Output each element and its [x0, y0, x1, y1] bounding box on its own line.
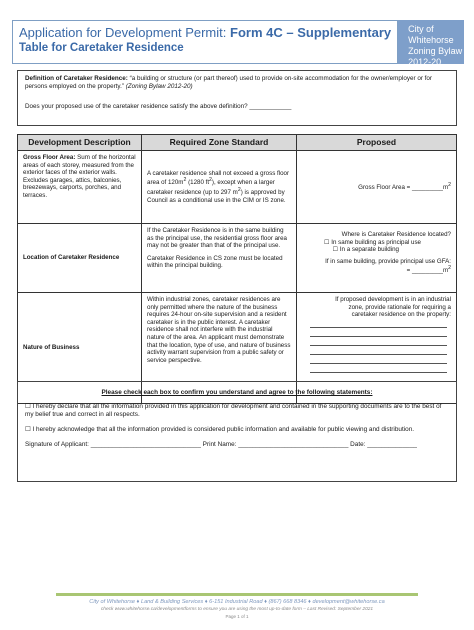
location-standard	[142, 224, 297, 293]
business-rationale-prompt: If proposed development is in an industrial zone, provide rationale for requiring a caretaker residence on the property:	[335, 296, 451, 319]
confirmation-box	[17, 381, 457, 482]
header-city-panel	[398, 20, 464, 67]
confirmation-title: Please check each box to confirm you understand and agree to the following statements:	[101, 389, 373, 396]
gfa-standard: A caretaker residence shall not exceed a gross floor area of $120m^2$ (1280 $ft^2$), except when a larger caretaker residence (up to 297 $m^2$) is approved by Council as a conditional use in the CIM or IS zone.	[142, 151, 297, 224]
rationale-line-6[interactable]	[310, 364, 447, 373]
footer-page-number: Page 1 of 1	[225, 614, 249, 619]
gfa-desc: Sum of the horizontal areas of each storey, measured from the exterior faces of the exterior walls. Excludes garages, attics, balconies, breezeways, carports, porches, and terraces.	[23, 154, 136, 199]
title-suffix: – Supplementary	[286, 25, 392, 40]
col-header-standard: Required Zone Standard	[142, 135, 297, 151]
table-row-gfa	[18, 151, 457, 224]
gfa-label: Gross Floor Area:	[23, 154, 76, 161]
location-standard-1: If the Caretaker Residence is in the same building as the principal use, the residential gross floor area may not be greater than that of the principal use.	[147, 227, 287, 250]
rationale-line-2[interactable]	[310, 328, 447, 337]
gfa-proposed-field[interactable]: Gross Floor Area = $\_\_\_\_\_\_\_\_\_m^2$	[297, 151, 457, 224]
business-standard: Within industrial zones, caretaker residences are only permitted where the nature of the business requires 24-hour on-site supervision and a resident caretaker is in the public interest. A caretaker residence shall not interfere with the industrial nature of the area. An applicant must demonstrate that the location, type of use, and nature of business activity warrant supervision from a public safety or service perspective.	[142, 293, 297, 404]
bylaw-number: 2012-20	[408, 57, 442, 67]
checkbox-separate-building[interactable]: ☐ In a separate building	[332, 246, 399, 254]
col-header-description: Development Description	[18, 135, 142, 151]
definition-box	[17, 70, 457, 126]
city-name: City of Whitehorse	[408, 24, 454, 45]
gfa-description	[18, 151, 142, 224]
definition-body: “a building or structure (or part thereof) used to provide on-site accommodation for the owner/employer or for persons employed on the property.”	[25, 75, 433, 90]
footer-divider	[56, 593, 418, 596]
development-table	[17, 134, 457, 404]
checkbox-same-building[interactable]: ☐ In same building as principal use	[323, 238, 421, 246]
page-subtitle: Table for Caretaker Residence	[19, 42, 184, 54]
definition-question[interactable]: Does your proposed use of the caretaker residence satisfy the above definition? ____________	[25, 103, 292, 110]
signature-line[interactable]: Signature of Applicant: _______________________________ Print Name: _______________________________ Date: ______________	[25, 441, 417, 448]
business-label: Nature of Business	[18, 293, 142, 404]
table-header-row	[18, 135, 457, 151]
acknowledgement-checkbox[interactable]: ☐ I hereby acknowledge that all the information provided is considered public information and available for public viewing and distribution.	[25, 426, 415, 433]
location-label: Location of Caretaker Residence	[18, 224, 142, 293]
rationale-line-1[interactable]	[310, 319, 447, 328]
definition-source: (Zoning Bylaw 2012-20)	[125, 83, 193, 90]
principal-gfa-field[interactable]: = $\_\_\_\_\_\_\_\_\_m^2$	[406, 265, 451, 275]
bylaw-name: Zoning Bylaw	[408, 46, 463, 56]
form-header	[12, 20, 464, 67]
header-title-box	[12, 20, 398, 64]
footer-note: check www.whitehorse.ca/developmentforms to ensure you are using the most up-to-date form – Last Revised: September 2021	[100, 607, 374, 612]
page-title	[19, 25, 391, 40]
location-proposed	[297, 224, 457, 293]
principal-gfa-question: If in same building, provide principal use GFA:	[325, 257, 451, 265]
definition-text	[25, 75, 449, 91]
table-row-location	[18, 224, 457, 293]
location-standard-2: Caretaker Residence in CS zone must be located within the principal building.	[147, 254, 283, 270]
declaration-checkbox[interactable]: ☐ I hereby declare that all the information provided in this application for development and contained in the supporting documents are to the best of my belief true and correct in all respects.	[25, 403, 442, 418]
rationale-line-5[interactable]	[310, 355, 447, 364]
location-question: Where is Caretaker Residence located?	[341, 231, 451, 238]
col-header-proposed: Proposed	[297, 135, 457, 151]
footer-contact: City of Whitehorse ♦ Land & Building Services ♦ 6-151 Industrial Road ♦ (867) 668 8346 ♦ development@whitehorse.ca	[89, 599, 385, 605]
title-prefix: Application for Development Permit:	[19, 25, 227, 40]
rationale-line-3[interactable]	[310, 337, 447, 346]
rationale-line-4[interactable]	[310, 346, 447, 355]
definition-term: Definition of Caretaker Residence:	[25, 75, 128, 82]
form-label: Form 4C	[230, 25, 283, 40]
